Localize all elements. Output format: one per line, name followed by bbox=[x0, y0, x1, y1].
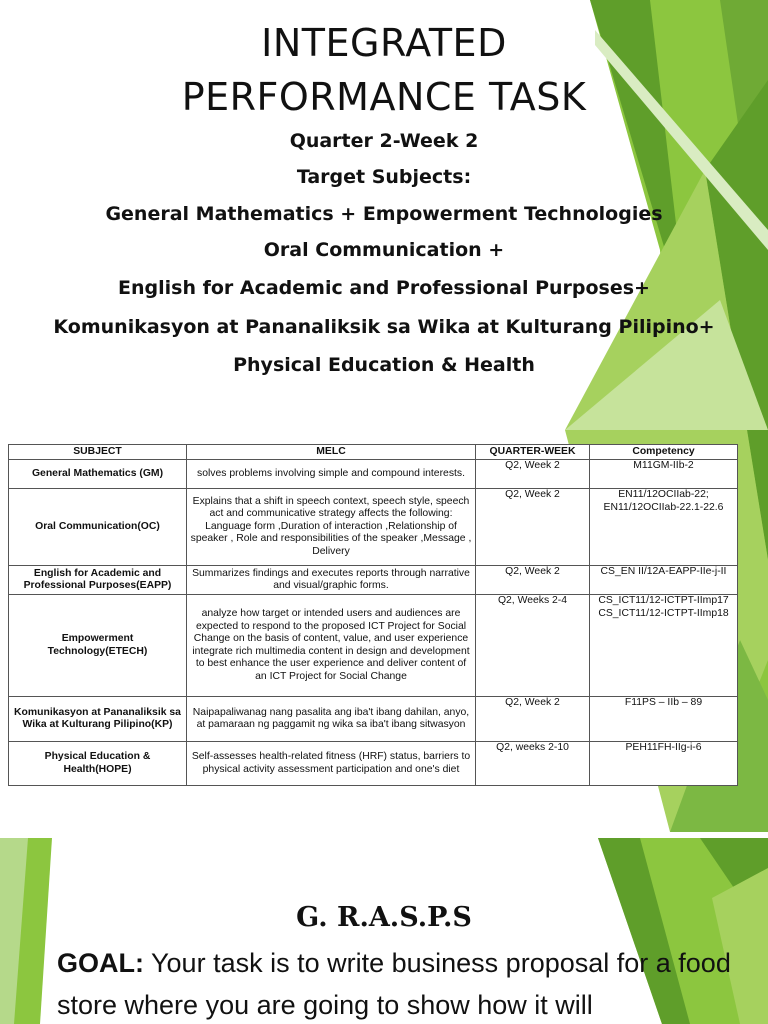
goal-paragraph bbox=[57, 942, 737, 1024]
subject-cell: General Mathematics (GM) bbox=[9, 460, 187, 489]
header-quarter-week: QUARTER-WEEK bbox=[476, 445, 590, 460]
target-subjects-label: Target Subjects: bbox=[296, 166, 472, 188]
header-melc: MELC bbox=[187, 445, 476, 460]
subjects-line-3: English for Academic and Professional Purposes+ bbox=[118, 277, 650, 299]
subjects-line-5: Physical Education & Health bbox=[233, 354, 535, 376]
goal-text: Your task is to write business proposal for a food store where you are going to show how it will bbox=[57, 948, 731, 1020]
competency-cell: M11GM-IIb-2 bbox=[590, 460, 738, 489]
title-line-2: PERFORMANCE TASK bbox=[181, 75, 587, 119]
table-header-row bbox=[9, 445, 738, 460]
melc-text: Explains that a shift in speech context, speech style, speech act and communicative strategy affects the following: bbox=[192, 495, 470, 520]
table-row bbox=[9, 742, 738, 786]
title-line-1: INTEGRATED bbox=[261, 21, 507, 65]
table-row bbox=[9, 460, 738, 489]
melc-cell: Self-assesses health-related fitness (HRF) status, barriers to physical activity assessment participation and one's diet bbox=[187, 742, 476, 786]
melc-cell bbox=[187, 489, 476, 566]
table-row bbox=[9, 566, 738, 595]
subject-cell: Empowerment Technology(ETECH) bbox=[9, 595, 187, 697]
subjects-line-1: General Mathematics + Empowerment Technologies bbox=[105, 203, 663, 225]
competency-cell: CS_EN II/12A-EAPP-IIe-j-II bbox=[590, 566, 738, 595]
melc-cell: Naipapaliwanag nang pasalita ang iba't ibang dahilan, anyo, at pamaraan ng paggamit ng wika sa iba't ibang sitwasyon bbox=[187, 697, 476, 742]
competency-cell bbox=[590, 489, 738, 566]
quarter-week-cell: Q2, Week 2 bbox=[476, 460, 590, 489]
header-subject: SUBJECT bbox=[9, 445, 187, 460]
goal-label: GOAL: bbox=[57, 948, 144, 978]
melc-text: Language form ,Duration of interaction ,Relationship of speaker , Role and responsibilities of the speaker ,Message , Delivery bbox=[190, 520, 472, 557]
table-row bbox=[9, 595, 738, 697]
table-row bbox=[9, 489, 738, 566]
slide-2 bbox=[0, 838, 768, 1024]
table-row bbox=[9, 697, 738, 742]
melc-table bbox=[8, 444, 738, 786]
subject-cell: Oral Communication(OC) bbox=[9, 489, 187, 566]
header-competency: Competency bbox=[590, 445, 738, 460]
quarter-week-cell: Q2, weeks 2-10 bbox=[476, 742, 590, 786]
subject-cell: Physical Education & Health(HOPE) bbox=[9, 742, 187, 786]
competency-text: EN11/12OCIIab-22; bbox=[618, 489, 709, 500]
grasps-heading: G. R.A.S.P.S bbox=[296, 902, 472, 933]
quarter-week-cell: Q2, Weeks 2-4 bbox=[476, 595, 590, 697]
competency-text: CS_ICT11/12-ICTPT-IImp17 bbox=[598, 595, 729, 606]
melc-cell: analyze how target or intended users and audiences are expected to respond to the proposed ICT Project for Social Change on the basis of content, value, and user experience integrate rich multimedia content in design and development to best enhance the user experience and deliver content of an ICT Project for Social Change bbox=[187, 595, 476, 697]
quarter-week-cell: Q2, Week 2 bbox=[476, 489, 590, 566]
quarter-week-cell: Q2, Week 2 bbox=[476, 566, 590, 595]
subject-cell: Komunikasyon at Pananaliksik sa Wika at Kulturang Pilipino(KP) bbox=[9, 697, 187, 742]
subject-cell: English for Academic and Professional Purposes(EAPP) bbox=[9, 566, 187, 595]
subjects-line-2: Oral Communication + bbox=[263, 239, 505, 261]
quarter-label: Quarter 2-Week 2 bbox=[289, 130, 479, 152]
competency-cell: F11PS – IIb – 89 bbox=[590, 697, 738, 742]
competency-cell bbox=[590, 595, 738, 697]
melc-cell: Summarizes findings and executes reports through narrative and visual/graphic forms. bbox=[187, 566, 476, 595]
competency-text: EN11/12OCIIab-22.1-22.6 bbox=[603, 501, 724, 513]
competency-text: CS_ICT11/12-ICTPT-IImp18 bbox=[598, 607, 729, 619]
melc-cell: solves problems involving simple and compound interests. bbox=[187, 460, 476, 489]
competency-cell: PEH11FH-IIg-i-6 bbox=[590, 742, 738, 786]
quarter-week-cell: Q2, Week 2 bbox=[476, 697, 590, 742]
subjects-line-4: Komunikasyon at Pananaliksik sa Wika at Kulturang Pilipino+ bbox=[53, 316, 715, 338]
